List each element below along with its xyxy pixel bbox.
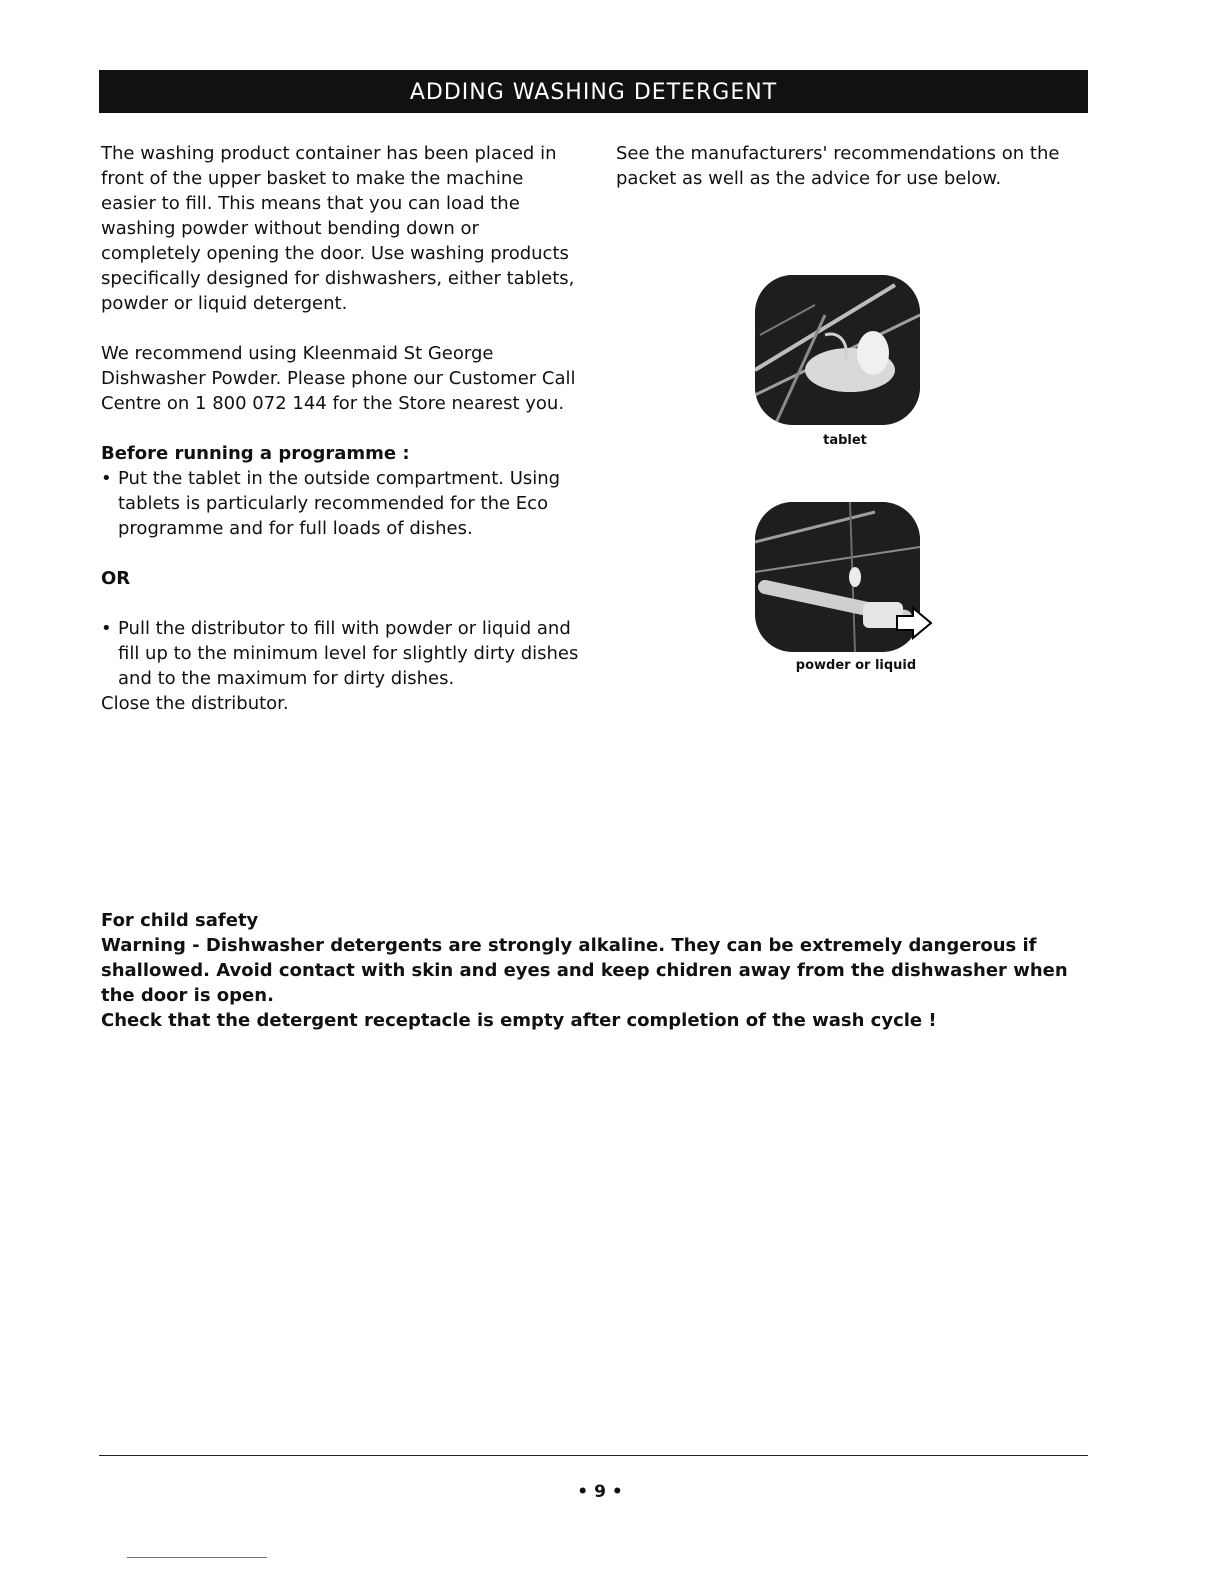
section-title-banner — [99, 70, 1088, 113]
footer-rule — [99, 1455, 1088, 1456]
section-title: ADDING WASHING DETERGENT — [409, 80, 778, 105]
bottom-blue-line — [127, 1557, 267, 1558]
safety-warning: Warning - Dishwasher detergents are strongly alkaline. They can be extremely dangerous if shallowed. Avoid contact with skin and eyes and keep chidren away from the dishwasher when the door is open. — [101, 935, 1068, 1006]
page-number: • 9 • — [577, 1482, 623, 1502]
receptacle-check: Check that the detergent receptacle is empty after completion of the wash cycle ! — [101, 1010, 937, 1031]
right-column — [616, 141, 1086, 191]
left-column — [101, 141, 581, 716]
before-programme-heading: Before running a programme : — [101, 443, 410, 464]
pull-arrow-icon — [895, 606, 935, 640]
tablet-instruction: • Put the tablet in the outside compartment. Using tablets is particularly recommended for the Eco programme and for full loads of dishes. — [101, 466, 581, 541]
or-label: OR — [101, 568, 131, 589]
child-safety-heading: For child safety — [101, 910, 259, 931]
close-distributor-text: Close the distributor. — [101, 693, 289, 714]
tablet-figure — [755, 275, 935, 448]
powder-caption: powder or liquid — [795, 658, 917, 673]
tablet-photo — [755, 275, 920, 425]
tablet-illustration — [755, 275, 920, 425]
instruction-list-1 — [101, 466, 581, 541]
distributor-instruction: • Pull the distributor to fill with powder or liquid and fill up to the minimum level for slightly dirty dishes and to the maximum for dirty dishes. — [101, 616, 581, 691]
intro-paragraph: The washing product container has been placed in front of the upper basket to make the machine easier to fill. This means that you can load the washing powder without bending down or completely opening the door. Use washing products specifically designed for dishwashers, either tablets, powder or liquid detergent. — [101, 143, 575, 314]
tablet-caption: tablet — [823, 433, 867, 448]
recommendation-paragraph: We recommend using Kleenmaid St George Dishwasher Powder. Please phone our Customer Call Centre on 1 800 072 144 for the Store nearest you. — [101, 343, 576, 414]
powder-figure — [755, 502, 935, 673]
child-safety-section — [101, 908, 1091, 1033]
instruction-list-2 — [101, 616, 581, 691]
manufacturer-note: See the manufacturers' recommendations on the packet as well as the advice for use below. — [616, 143, 1060, 189]
